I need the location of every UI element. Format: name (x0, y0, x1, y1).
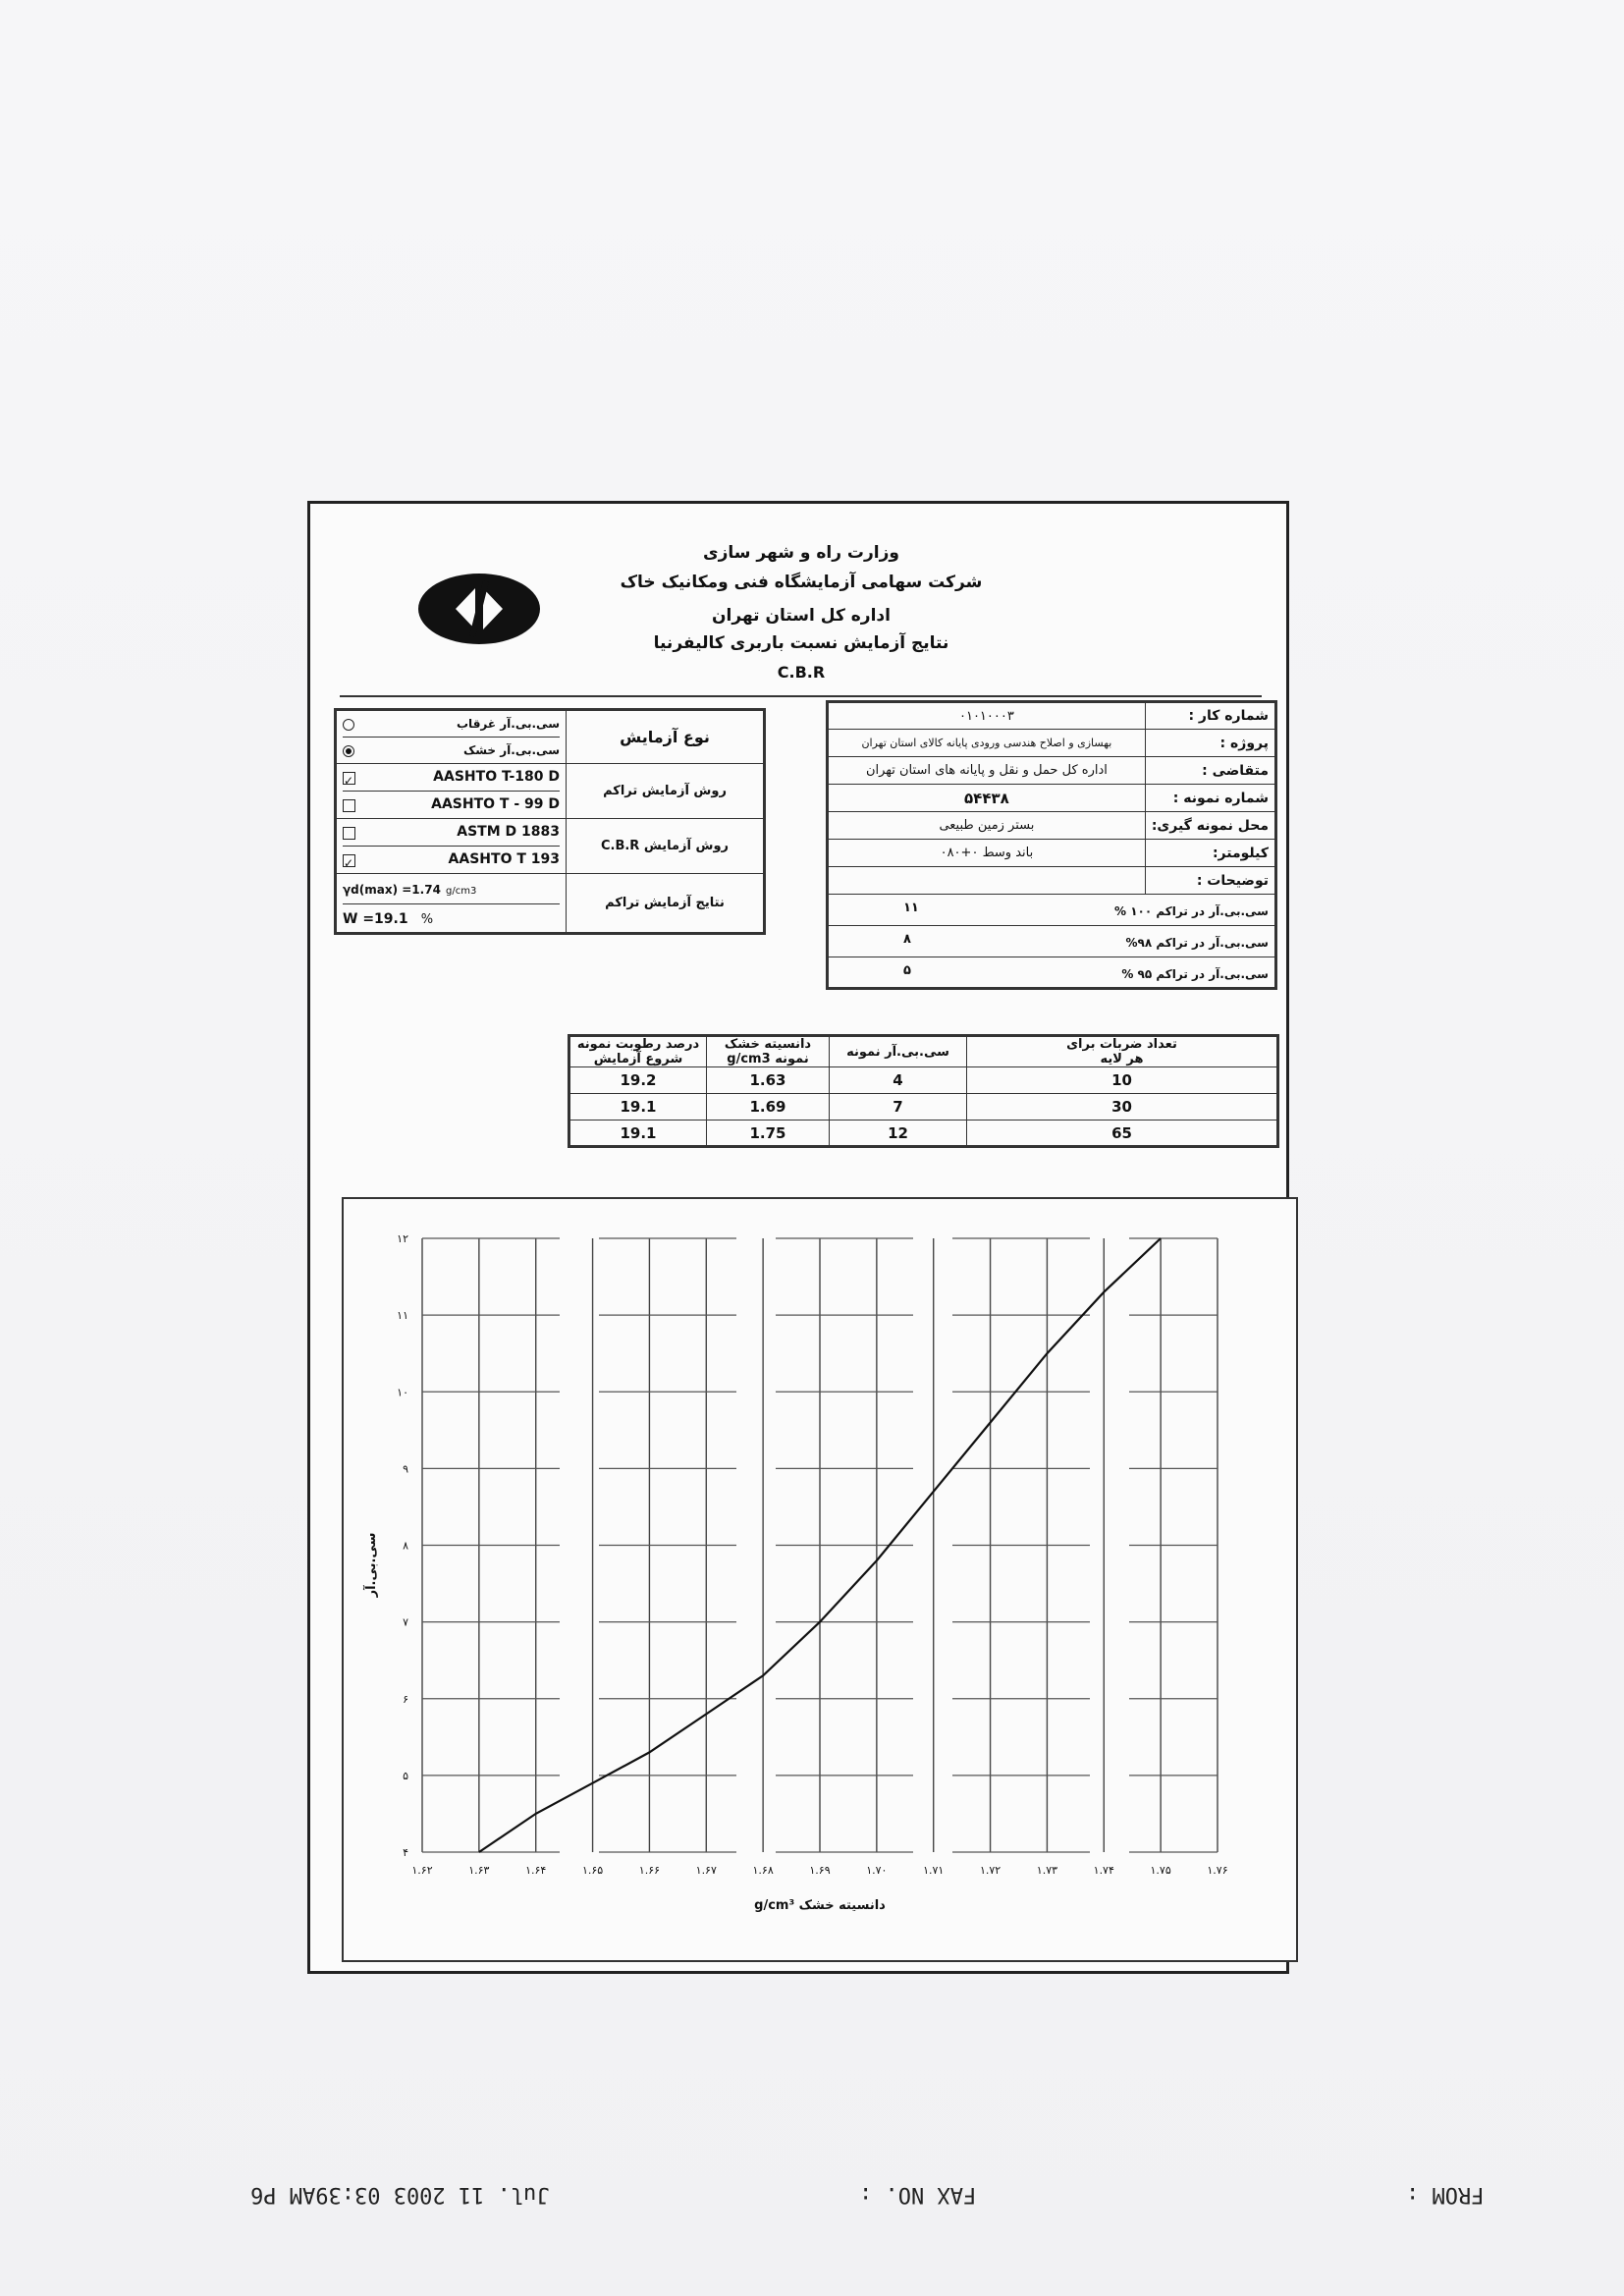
info-label: توضیحات : (1145, 867, 1275, 895)
info-row (828, 702, 1276, 730)
compaction-blows-table (568, 1034, 1279, 1148)
moisture-cell: 19.1 (569, 1121, 707, 1147)
info-label: متقاضی : (1145, 757, 1275, 785)
radio-submerged-icon[interactable] (343, 719, 354, 731)
cbr-method-label: روش آزمایش C.B.R (567, 819, 765, 874)
fax-date: Jul. 11 2003 03:39AM P6 (250, 2182, 550, 2207)
moisture-unit: % (420, 912, 434, 927)
checkbox-aashto-icon[interactable] (343, 854, 355, 867)
info-label: پروژه : (1145, 730, 1275, 757)
density-cell: 1.69 (707, 1094, 830, 1121)
y-tick-label: ۱۲ (397, 1232, 408, 1245)
header-moisture-line2: شروع آزمایش (593, 1052, 683, 1066)
report-sheet (307, 501, 1289, 1974)
cbr-result-value: ۸ (903, 932, 911, 947)
compaction-option: AASHTO T - 99 D (431, 796, 560, 812)
moisture-cell: 19.1 (569, 1094, 707, 1121)
info-value (828, 867, 1146, 895)
checkbox-astm-icon[interactable] (343, 827, 355, 840)
table-row (569, 1121, 1278, 1147)
info-value: بستر زمین طبیعی (828, 812, 1146, 840)
compaction-options (336, 764, 567, 819)
x-tick-label: ۱.۶۳ (468, 1864, 490, 1877)
info-label: کیلومتر: (1145, 840, 1275, 867)
x-tick-label: ۱.۷۴ (1093, 1864, 1114, 1877)
compaction-row (336, 764, 765, 819)
header-density-unit: g/cm3 (727, 1052, 771, 1066)
x-tick-label: ۱.۷۲ (979, 1864, 1001, 1877)
optimum-moisture: W =19.1 (343, 911, 408, 927)
test-type-option: سی.بی.آر غرقاب (457, 717, 560, 731)
cbr-density-chart (342, 1197, 1298, 1962)
info-row (828, 840, 1276, 867)
cbr-cell: 4 (830, 1067, 967, 1094)
header-density-line1: دانسیته خشک (724, 1037, 812, 1052)
x-tick-label: ۱.۷۰ (866, 1864, 888, 1877)
cbr-result-row (828, 926, 1276, 957)
cbr-method-option: AASHTO T 193 (448, 851, 560, 867)
y-tick-label: ۴ (403, 1846, 408, 1859)
header-moisture-line1: درصد رطوبت نمونه (576, 1037, 700, 1052)
y-tick-label: ۱۱ (397, 1309, 408, 1323)
y-tick-label: ۶ (403, 1692, 408, 1706)
cbr-cell: 7 (830, 1094, 967, 1121)
y-tick-label: ۱۰ (397, 1386, 408, 1399)
checkbox-t99-icon[interactable] (343, 799, 355, 812)
info-row (828, 757, 1276, 785)
cbr-method-options (336, 819, 567, 874)
cbr-result-label: سی.بی.آر در تراکم ۹۸% (1125, 936, 1269, 950)
header-cbr: سی.بی.آر نمونه (830, 1036, 967, 1067)
cbr-result-value: ۵ (903, 962, 911, 978)
info-value: بهسازی و اصلاح هندسی ورودی پایانه کالای استان تهران (828, 730, 1146, 757)
cbr-cell: 12 (830, 1121, 967, 1147)
x-tick-label: ۱.۷۵ (1150, 1864, 1171, 1877)
cbr-result-label: سی.بی.آر در تراکم ۹۵ % (1121, 966, 1269, 981)
compaction-results (336, 874, 567, 934)
company-name: شرکت سهامی آزمایشگاه فنی ومکانیک خاک (620, 573, 983, 592)
cbr-method-option: ASTM D 1883 (457, 824, 560, 840)
x-tick-label: ۱.۶۹ (809, 1864, 831, 1877)
info-row (828, 812, 1276, 840)
cbr-result-label: سی.بی.آر در تراکم ۱۰۰ % (1114, 904, 1269, 918)
header-blows-line1: تعداد ضربات برای (1066, 1037, 1177, 1052)
info-row (828, 867, 1276, 895)
y-tick-label: ۹ (403, 1462, 408, 1476)
x-tick-label: ۱.۶۵ (581, 1864, 604, 1877)
results-label: نتایج آزمایش تراکم (567, 874, 765, 934)
x-tick-label: ۱.۷۳ (1036, 1864, 1058, 1877)
x-tick-label: ۱.۶۸ (752, 1864, 774, 1877)
x-tick-label: ۱.۶۲ (411, 1864, 433, 1877)
info-value: ۵۴۴۳۸ (828, 785, 1146, 812)
moisture-cell: 19.2 (569, 1067, 707, 1094)
header-density (707, 1036, 830, 1067)
test-method-table (334, 708, 766, 935)
x-tick-label: ۱.۷۶ (1207, 1864, 1228, 1877)
checkbox-t180-icon[interactable] (343, 772, 355, 785)
y-axis-label: سی.بی.آر (364, 1532, 379, 1598)
results-row (336, 874, 765, 934)
fax-number: FAX NO. : (859, 2182, 977, 2207)
test-type-row (336, 710, 765, 764)
x-axis-label: g/cm³ دانسیته خشک (754, 1898, 886, 1913)
header-moisture (569, 1036, 707, 1067)
cbr-result-row (828, 895, 1276, 926)
info-label: شماره کار : (1145, 702, 1275, 730)
x-tick-label: ۱.۶۴ (525, 1864, 547, 1877)
blows-cell: 10 (967, 1067, 1278, 1094)
office-name: اداره کل استان تهران (712, 606, 891, 626)
ministry-name: وزارت راه و شهر سازی (703, 543, 899, 563)
info-value: باند وسط ۰+۰۸۰ (828, 840, 1146, 867)
blows-header-row (569, 1036, 1278, 1067)
info-value: اداره کل حمل و نقل و پایانه های استان تهران (828, 757, 1146, 785)
test-type-label: نوع آزمایش (567, 710, 765, 764)
density-cell: 1.63 (707, 1067, 830, 1094)
test-type-options (336, 710, 567, 764)
cbr-method-row (336, 819, 765, 874)
info-row (828, 785, 1276, 812)
company-logo (416, 571, 542, 647)
blows-cell: 65 (967, 1121, 1278, 1147)
info-label: شماره نمونه : (1145, 785, 1275, 812)
y-tick-label: ۸ (403, 1539, 408, 1553)
header-divider (340, 695, 1262, 697)
info-row (828, 730, 1276, 757)
density-cell: 1.75 (707, 1121, 830, 1147)
chart-canvas (344, 1199, 1292, 1956)
fax-from: FROM : (1406, 2182, 1485, 2207)
cbr-result-row (828, 957, 1276, 989)
project-info-table (826, 700, 1277, 990)
report-title: نتایج آزمایش نسبت باربری کالیفرنیا (653, 633, 949, 653)
max-dry-density: γd(max) =1.74 (343, 883, 441, 897)
report-code: C.B.R (777, 663, 826, 682)
header-density-line2: نمونه (775, 1052, 809, 1066)
radio-dry-icon[interactable] (343, 745, 354, 757)
compaction-option: AASHTO T-180 D (433, 769, 560, 785)
info-label: محل نمونه گیری: (1145, 812, 1275, 840)
compaction-label: روش آزمایش تراکم (567, 764, 765, 819)
density-unit: g/cm3 (446, 886, 477, 897)
cbr-result-value: ۱۱ (903, 901, 919, 915)
header-blows (967, 1036, 1278, 1067)
info-value: ۰۱۰۱۰۰۰۳ (828, 702, 1146, 730)
x-tick-label: ۱.۶۷ (695, 1864, 717, 1877)
table-row (569, 1067, 1278, 1094)
table-row (569, 1094, 1278, 1121)
x-tick-label: ۱.۶۶ (638, 1864, 661, 1877)
blows-cell: 30 (967, 1094, 1278, 1121)
test-type-option: سی.بی.آر خشک (462, 743, 560, 757)
y-tick-label: ۷ (403, 1615, 408, 1629)
y-tick-label: ۵ (403, 1769, 408, 1782)
x-tick-label: ۱.۷۱ (923, 1864, 945, 1877)
header-blows-line2: هر لایه (1100, 1052, 1144, 1066)
